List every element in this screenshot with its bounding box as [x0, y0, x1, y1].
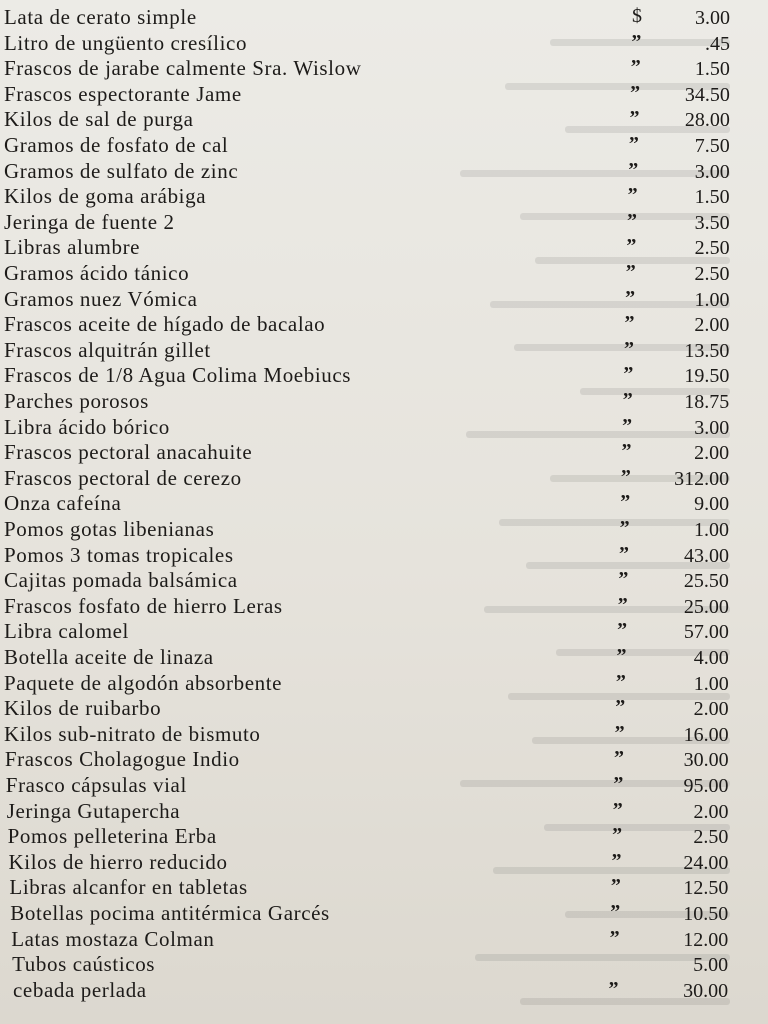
item-name: Frascos de jarabe calmente Sra. Wislow	[4, 56, 362, 81]
item-name: Onza cafeína	[4, 491, 122, 516]
list-item	[0, 236, 768, 262]
ditto-mark: ”	[612, 798, 622, 821]
item-name: Frascos alquitrán gillet	[4, 337, 211, 362]
ditto-mark: ”	[631, 30, 641, 53]
item-amount: 19.50	[684, 365, 730, 388]
ditto-mark: ”	[617, 619, 627, 642]
ditto-mark: ”	[608, 977, 618, 1000]
list-item	[0, 467, 768, 493]
item-amount: 43.00	[683, 544, 729, 567]
list-item	[0, 800, 768, 826]
item-name: Kilos de sal de purga	[4, 107, 194, 132]
list-item	[0, 902, 768, 928]
item-name: Paquete de algodón absorbente	[4, 670, 283, 695]
list-item	[0, 492, 768, 518]
ditto-mark: ”	[609, 926, 619, 949]
item-amount: 5.00	[693, 954, 729, 977]
list-item	[0, 288, 768, 314]
item-amount: 24.00	[683, 851, 729, 874]
item-name: Libras alcanfor en tabletas	[9, 875, 248, 900]
list-item	[0, 825, 768, 851]
ditto-mark: ”	[628, 133, 638, 155]
item-name: Frascos de 1/8 Agua Colima Moebiucs	[4, 363, 352, 388]
list-item	[0, 211, 768, 237]
ditto-mark: ”	[630, 81, 640, 104]
item-amount: 95.00	[683, 775, 729, 797]
item-amount: 1.00	[693, 672, 729, 695]
item-amount: 25.00	[683, 595, 729, 618]
list-item	[0, 672, 768, 698]
item-amount: 34.50	[684, 83, 730, 106]
item-amount: 30.00	[683, 749, 729, 772]
item-amount: 2.50	[694, 237, 730, 260]
item-amount: 12.00	[683, 928, 729, 951]
list-item	[0, 723, 768, 749]
ditto-mark: ”	[615, 696, 625, 719]
item-name: Jeringa de fuente 2	[4, 209, 175, 234]
item-amount: 1.00	[694, 288, 730, 311]
item-name: Gramos ácido tánico	[4, 261, 190, 285]
item-amount: 3.00	[694, 416, 730, 439]
item-name: Parches porosos	[4, 389, 149, 413]
list-item	[0, 774, 768, 800]
item-amount: 7.50	[694, 135, 730, 157]
ditto-mark: ”	[614, 747, 624, 770]
ditto-mark: ”	[622, 414, 632, 437]
ditto-mark: ”	[620, 491, 630, 514]
item-amount: 1.00	[694, 519, 729, 541]
item-amount: 9.00	[694, 493, 730, 516]
item-amount: 4.00	[693, 647, 729, 669]
ditto-mark: ”	[618, 568, 628, 591]
list-item	[0, 108, 768, 134]
ditto-mark: ”	[614, 721, 624, 744]
ditto-mark: ”	[630, 56, 640, 79]
list-item	[0, 518, 768, 544]
item-amount: 16.00	[683, 723, 729, 746]
list-item	[0, 134, 768, 160]
item-amount: 13.50	[684, 339, 730, 362]
item-amount: 2.50	[693, 826, 729, 849]
item-name: Frascos pectoral anacahuite	[4, 440, 253, 465]
item-name: Frascos aceite de hígado de bacalao	[4, 312, 326, 337]
list-item	[0, 569, 768, 595]
list-item	[0, 57, 768, 83]
ditto-mark: ”	[610, 875, 620, 898]
list-item	[0, 6, 768, 32]
item-name: Kilos de hierro reducido	[8, 849, 228, 874]
ditto-mark: ”	[611, 849, 621, 872]
item-amount: 2.00	[693, 698, 729, 721]
item-name: Pomos gotas libenianas	[4, 517, 215, 541]
list-item	[0, 441, 768, 467]
item-name: Kilos de goma arábiga	[4, 184, 207, 209]
item-name: Gramos de sulfato de zinc	[4, 158, 239, 183]
ditto-mark: ”	[625, 261, 635, 283]
item-amount: 3.00	[695, 7, 730, 29]
ditto-mark: ”	[628, 158, 638, 181]
currency-symbol: $	[632, 5, 641, 27]
list-item	[0, 313, 768, 339]
item-amount: 28.00	[684, 109, 730, 132]
ditto-mark: ”	[620, 465, 630, 488]
item-name: Cajitas pomada balsámica	[4, 568, 238, 593]
item-amount: 1.50	[694, 58, 730, 81]
item-name: Kilos de ruibarbo	[4, 696, 162, 721]
item-amount: 1.50	[694, 186, 730, 209]
list-item	[0, 416, 768, 442]
item-amount: 2.00	[694, 314, 730, 337]
list-item	[0, 160, 768, 186]
list-item	[0, 876, 768, 902]
list-item	[0, 595, 768, 621]
list-item	[0, 646, 768, 672]
item-name: Tubos caústicos	[12, 952, 156, 977]
ditto-mark: ”	[625, 286, 635, 309]
ditto-mark: ”	[615, 670, 625, 693]
item-name: Frascos fosfato de hierro Leras	[4, 593, 283, 618]
list-item	[0, 953, 768, 979]
list-item	[0, 928, 768, 954]
item-amount: 10.50	[683, 903, 729, 925]
ditto-mark: ”	[610, 901, 620, 923]
list-item	[0, 390, 768, 416]
item-name: Libra calomel	[4, 619, 129, 644]
ditto-mark: ”	[624, 312, 634, 335]
item-name: Frascos Cholagogue Indio	[4, 747, 240, 772]
item-name: Jeringa Gutapercha	[6, 798, 181, 823]
ditto-mark: ”	[622, 389, 632, 411]
item-amount: 57.00	[683, 621, 729, 644]
item-amount: 12.50	[683, 877, 729, 900]
list-item	[0, 185, 768, 211]
item-amount: 2.00	[694, 442, 730, 465]
item-name: Litro de ungüento cresílico	[4, 30, 248, 55]
ditto-mark: ”	[617, 593, 627, 616]
item-name: Botella aceite de linaza	[4, 645, 214, 669]
item-amount: 2.50	[694, 263, 730, 285]
ditto-mark: ”	[629, 107, 639, 130]
item-name: Pomos 3 tomas tropicales	[4, 542, 234, 567]
item-name: Gramos nuez Vómica	[4, 286, 198, 311]
ditto-mark: ”	[612, 824, 622, 847]
list-item	[0, 979, 768, 1005]
item-amount: 18.75	[684, 391, 730, 413]
list-item	[0, 748, 768, 774]
item-name: Gramos de fosfato de cal	[4, 133, 229, 157]
item-amount: 2.00	[693, 800, 729, 823]
item-amount: 312.00	[674, 467, 730, 490]
list-item	[0, 697, 768, 723]
item-name: Lata de cerato simple	[4, 5, 197, 29]
ditto-mark: ”	[619, 517, 629, 539]
ditto-mark: ”	[613, 773, 623, 795]
item-amount: 25.50	[683, 570, 729, 593]
item-name: Libras alumbre	[4, 235, 141, 260]
item-name: Frascos espectorante Jame	[4, 81, 242, 106]
list-item	[0, 83, 768, 109]
item-amount: 3.00	[694, 160, 730, 183]
list-item	[0, 262, 768, 288]
item-name: Libra ácido bórico	[4, 414, 170, 439]
ditto-mark: ”	[626, 235, 636, 258]
ditto-mark: ”	[627, 184, 637, 207]
item-amount: .45	[704, 32, 730, 55]
item-name: cebada perlada	[13, 977, 147, 1002]
ditto-mark: ”	[618, 542, 628, 565]
ditto-mark: ”	[616, 645, 626, 667]
list-item	[0, 32, 768, 58]
item-name: Frascos pectoral de cerezo	[4, 465, 242, 490]
list-item	[0, 851, 768, 877]
item-name: Latas mostaza Colman	[11, 926, 215, 951]
list-item	[0, 544, 768, 570]
item-amount: 3.50	[694, 211, 730, 234]
list-item	[0, 339, 768, 365]
item-amount: 30.00	[683, 979, 729, 1002]
ditto-mark: ”	[621, 440, 631, 463]
list-item	[0, 364, 768, 390]
item-name: Pomos pelleterina Erba	[7, 824, 217, 849]
ditto-mark: ”	[627, 209, 637, 232]
ditto-mark: ”	[623, 363, 633, 386]
list-item	[0, 620, 768, 646]
ditto-mark: ”	[623, 337, 633, 360]
item-name: Frasco cápsulas vial	[5, 773, 187, 797]
item-name: Botellas pocima antitérmica Garcés	[10, 901, 330, 925]
item-name: Kilos sub-nitrato de bismuto	[4, 721, 261, 746]
